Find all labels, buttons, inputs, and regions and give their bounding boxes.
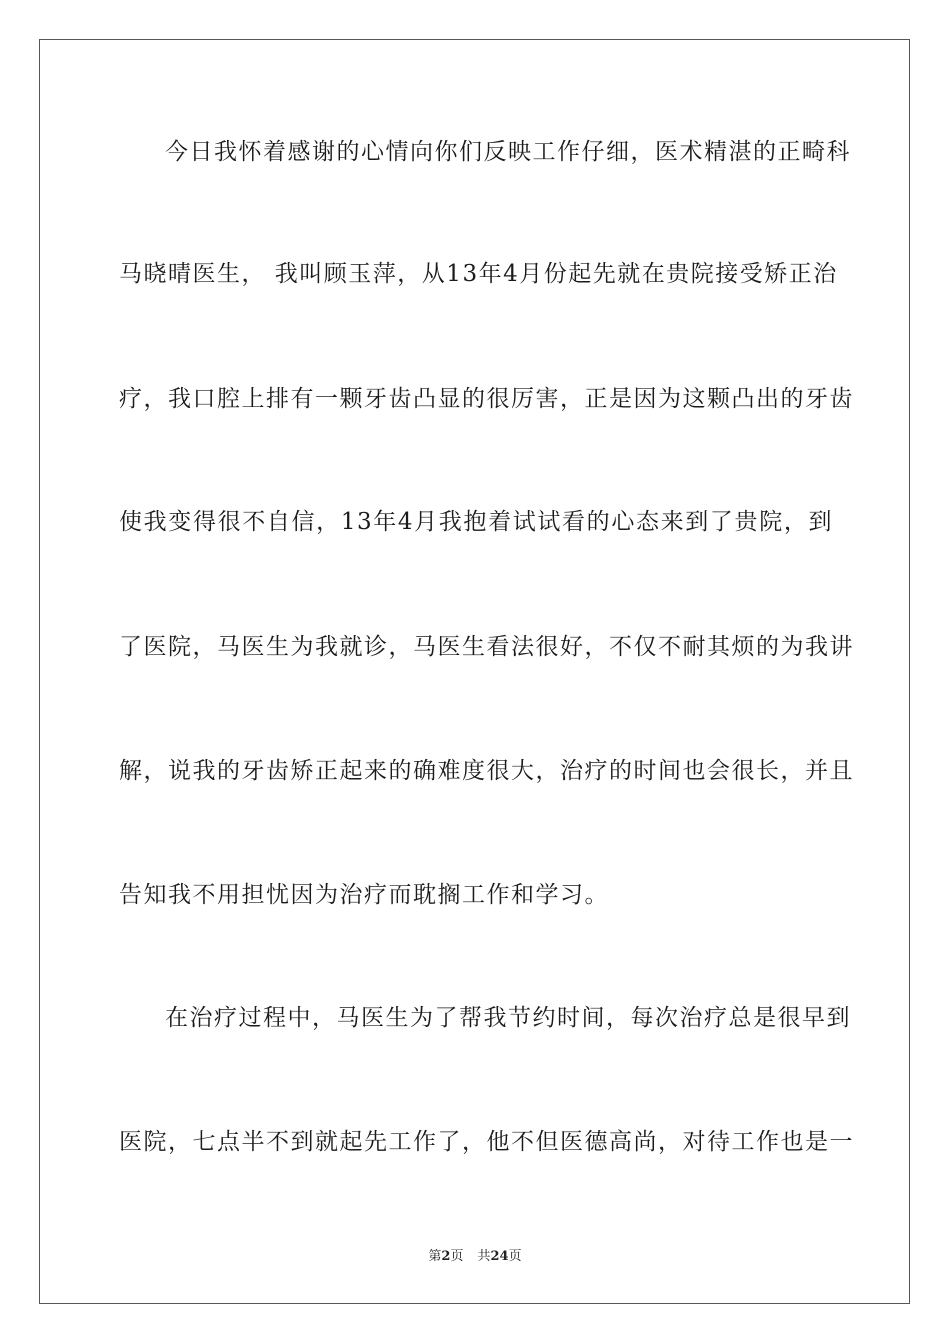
footer-page-suffix: 页 [450, 1249, 464, 1264]
footer-total-pages: 24 [490, 1249, 509, 1264]
paragraph-1-line-1: 今日我怀着感谢的心情向你们反映工作仔细，医术精湛的正畸科 [165, 139, 851, 165]
page-footer [0, 1248, 950, 1266]
footer-total-prefix: 共 [477, 1249, 491, 1264]
paragraph-1-line-5: 了医院，马医生为我就诊，马医生看法很好，不仅不耐其烦的为我讲 [119, 634, 854, 660]
paragraph-1-line-3: 疗，我口腔上排有一颗牙齿凸显的很厉害，正是因为这颗凸出的牙齿 [119, 386, 854, 412]
paragraph-1-line-2: 马晓晴医生， 我叫顾玉萍，从13年4月份起先就在贵院接受矫正治 [119, 261, 838, 287]
paragraph-2-line-2: 医院，七点半不到就起先工作了，他不但医德高尚，对待工作也是一 [119, 1129, 854, 1155]
footer-total-suffix: 页 [508, 1249, 522, 1264]
footer-page-number: 2 [441, 1249, 451, 1264]
paragraph-1-line-6: 解，说我的牙齿矫正起来的确难度很大，治疗的时间也会很长，并且 [119, 758, 854, 784]
paragraph-1-line-4: 使我变得很不自信，13年4月我抱着试试看的心态来到了贵院，到 [119, 509, 833, 535]
footer-page-prefix: 第 [428, 1249, 442, 1264]
paragraph-1-line-7: 告知我不用担忧因为治疗而耽搁工作和学习。 [119, 882, 609, 908]
paragraph-2-line-1: 在治疗过程中，马医生为了帮我节约时间，每次治疗总是很早到 [165, 1005, 851, 1031]
page-border [39, 39, 910, 1304]
